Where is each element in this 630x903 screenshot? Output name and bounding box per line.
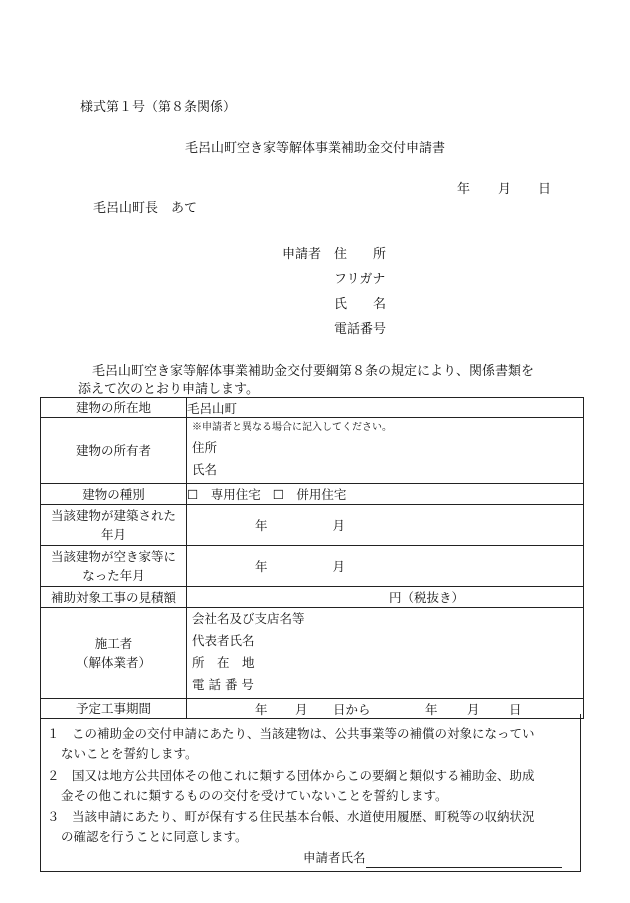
row-location: [41, 398, 584, 418]
row-vacant-date: [41, 546, 584, 587]
oath-item2-line2: 金その他これに類するものの交付を受けていないことを誓約します。: [61, 788, 448, 803]
row-estimate: [41, 587, 584, 608]
contractor-company-field[interactable]: 会社名及び支店名等: [192, 611, 305, 626]
row-contractor: [41, 608, 584, 699]
period-label: 予定工事期間: [41, 699, 187, 719]
page-title: 毛呂山町空き家等解体事業補助金交付申請書: [185, 141, 446, 156]
signature-row: [303, 848, 562, 868]
estimate-label: 補助対象工事の見積額: [41, 587, 187, 608]
vacant-label-line2: なった年月: [82, 568, 145, 583]
building-type-label: 建物の種別: [41, 484, 187, 505]
oath-item1-line2: ないことを誓約します。: [61, 746, 198, 761]
built-label-line1: 当該建物が建築された: [50, 508, 176, 523]
period-from-year: 年: [255, 702, 268, 717]
built-label-line2: 年月: [100, 527, 126, 542]
built-year: 年: [255, 518, 268, 533]
type-option-exclusive-residence[interactable]: ☐ 専用住宅: [187, 487, 261, 502]
built-date-field[interactable]: [187, 505, 584, 546]
owner-name-field[interactable]: 氏名: [192, 462, 218, 477]
applicant-phone-label: 電話番号: [334, 322, 387, 337]
form-number: 様式第１号（第８条関係）: [80, 100, 237, 115]
period-from-month: 月: [295, 702, 308, 717]
date-year: 年: [457, 182, 471, 197]
contractor-label-line2: （解体業者）: [75, 655, 151, 670]
applicant-furigana-label: フリガナ: [334, 272, 386, 287]
contractor-address-field[interactable]: 所 在 地: [192, 655, 255, 670]
oath-item1-line1: １ この補助金の交付申請にあたり、当該建物は、公共事業等の補償の対象になってい: [47, 726, 535, 741]
signature-line[interactable]: [366, 853, 562, 868]
oath-item2-line1: ２ 国又は地方公共団体その他これに類する団体からこの要綱と類似する補助金、助成: [47, 768, 535, 783]
addressee: 毛呂山町長 あて: [93, 201, 198, 216]
contractor-label-line1: 施工者: [94, 636, 133, 651]
intro-line-2: 添えて次のとおり申請します。: [78, 382, 259, 397]
vacant-year: 年: [255, 559, 268, 574]
vacant-month: 月: [332, 559, 346, 574]
intro-line-1: 毛呂山町空き家等解体事業補助金交付要綱第８条の規定により、関係書類を: [92, 364, 535, 379]
oath-section: [40, 714, 581, 872]
signature-label: 申請者氏名: [303, 850, 366, 865]
period-to-month: 月: [467, 702, 480, 717]
owner-address-field[interactable]: 住所: [192, 440, 218, 455]
applicant-name-label: 氏 名: [334, 297, 387, 312]
built-month: 月: [332, 518, 346, 533]
oath-item3-line1: ３ 当該申請にあたり、町が保有する住民基本台帳、水道使用履歴、町税等の収納状況: [47, 809, 535, 824]
contractor-rep-field[interactable]: 代表者氏名: [192, 633, 255, 648]
period-to-year: 年: [425, 702, 438, 717]
row-built-date: [41, 505, 584, 546]
applicant-label: 申請者: [282, 247, 322, 262]
estimate-unit: 円（税抜き）: [389, 590, 465, 605]
oath-item3-line2: の確認を行うことに同意します。: [61, 829, 248, 844]
contractor-phone-field[interactable]: 電 話 番 号: [192, 677, 254, 692]
period-from-day: 日から: [333, 702, 371, 717]
owner-label: 建物の所有者: [41, 418, 187, 484]
row-owner: [41, 418, 584, 484]
date-month: 月: [498, 182, 512, 197]
period-to-day: 日: [509, 702, 522, 717]
application-table: [40, 397, 584, 719]
location-label: 建物の所在地: [41, 398, 187, 418]
owner-note: ※申請者と異なる場合に記入してください。: [192, 422, 392, 433]
location-value[interactable]: 毛呂山町: [187, 398, 584, 418]
type-option-mixed-residence[interactable]: ☐ 併用住宅: [272, 487, 347, 502]
row-building-type: [41, 484, 584, 505]
vacant-date-field[interactable]: [187, 546, 584, 587]
estimate-field[interactable]: [187, 587, 584, 608]
applicant-address-label: 住 所: [334, 247, 387, 262]
date-day: 日: [538, 182, 552, 197]
vacant-label-line1: 当該建物が空き家等に: [50, 549, 176, 564]
